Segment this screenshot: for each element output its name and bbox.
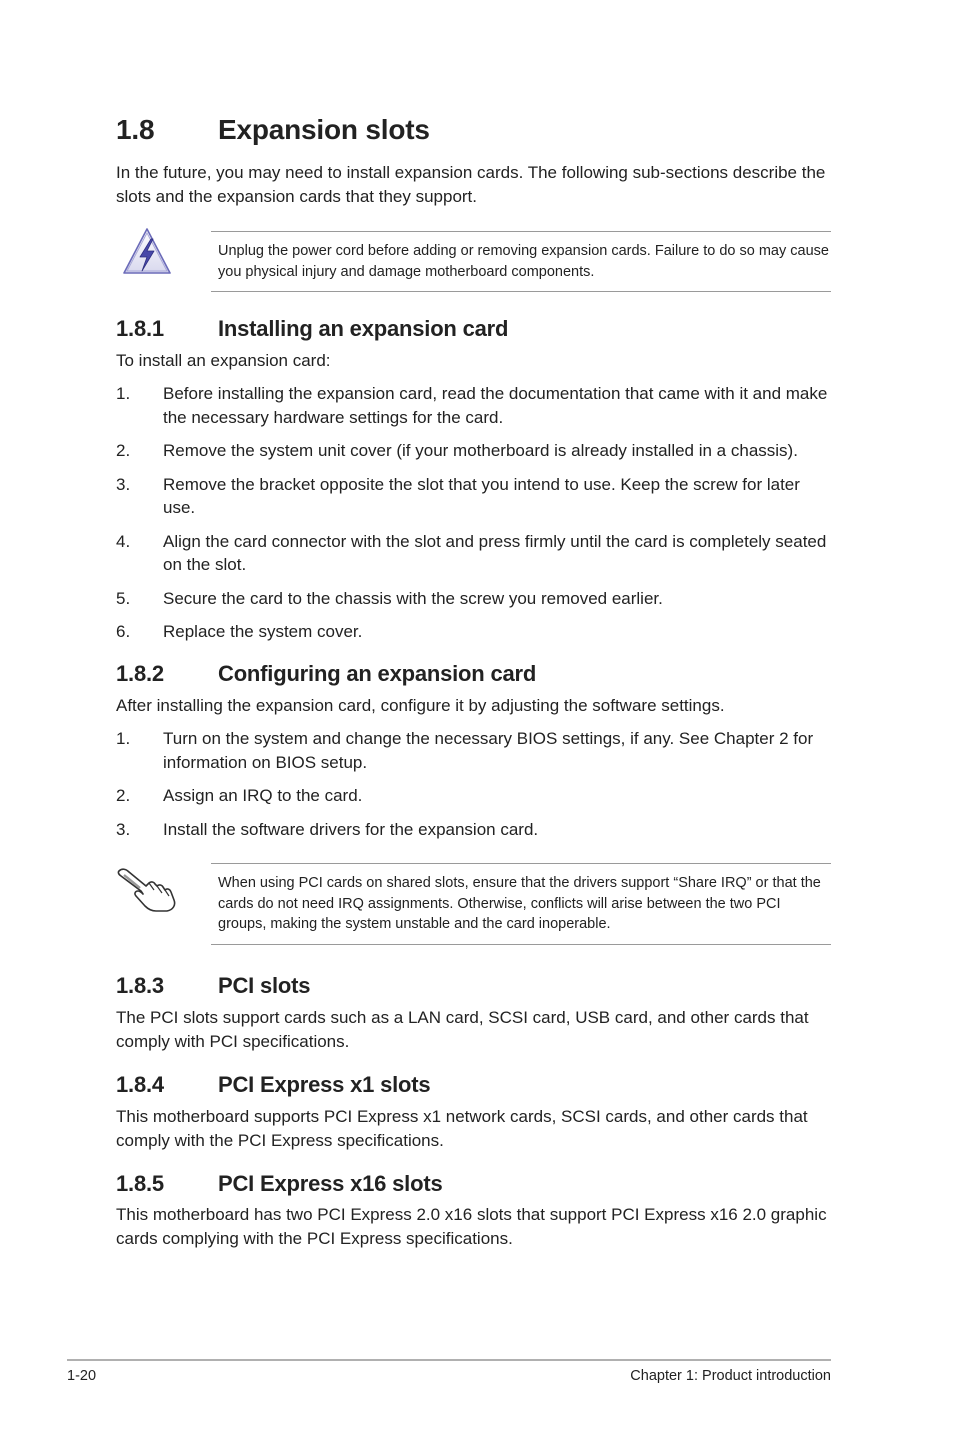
intro-paragraph: In the future, you may need to install expansion cards. The following sub-sections describe the slots and the expansion cards that they support. (116, 163, 826, 206)
section-title: Expansion slots (218, 114, 430, 145)
installing-steps (116, 382, 831, 654)
section-heading (116, 114, 430, 146)
irq-note: When using PCI cards on shared slots, ensure that the drivers support “Share IRQ” or that the cards do not need IRQ assignments. Otherwise, conflicts will arise between the two PCI groups, making the system unstable and the card inoperable. (211, 863, 831, 945)
list-item: 3. Install the software drivers for the expansion card. (116, 819, 539, 839)
subsection-heading-pci: 1.8.3 PCI slots (116, 973, 311, 998)
warning-note: Unplug the power cord before adding or removing expansion cards. Failure to do so may cause you physical injury and damage motherboard components. (211, 231, 831, 292)
subsection-heading-pcie-x1: 1.8.4 PCI Express x1 slots (116, 1072, 431, 1097)
list-item: 6. Replace the system cover. (116, 622, 363, 641)
footer-divider (67, 1359, 831, 1361)
subsection-heading-pcie-x16: 1.8.5 PCI Express x16 slots (116, 1171, 443, 1196)
pcie-x16-paragraph: This motherboard has two PCI Express 2.0 x16 slots that support PCI Express x16 2.0 graphic cards complying with the PCI Express specifications. (116, 1205, 827, 1248)
configuring-steps (116, 727, 831, 851)
section-number: 1.8 (116, 114, 155, 145)
list-item: 2. Remove the system unit cover (if your motherboard is already installed in a chassis). (116, 441, 798, 460)
list-item: 4. Align the card connector with the slot and press firmly until the card is completely seated on the slot. (116, 531, 827, 574)
warning-icon (121, 226, 173, 278)
pointing-hand-icon (116, 864, 178, 914)
configuring-lead: After installing the expansion card, configure it by adjusting the software settings. (116, 696, 725, 715)
page-number: 1-20 (67, 1368, 97, 1384)
chapter-label: Chapter 1: Product introduction (630, 1368, 831, 1384)
list-item: 1. Before installing the expansion card, read the documentation that came with it and make the necessary hardware settings for the card. (116, 384, 828, 427)
pci-paragraph: The PCI slots support cards such as a LAN card, SCSI card, USB card, and other cards that comply with PCI specifications. (116, 1008, 809, 1051)
subsection-heading-installing: 1.8.1 Installing an expansion card (116, 316, 509, 341)
list-item: 5. Secure the card to the chassis with the screw you removed earlier. (116, 588, 663, 608)
list-item: 2. Assign an IRQ to the card. (116, 786, 363, 805)
pcie-x1-paragraph: This motherboard supports PCI Express x1 network cards, SCSI cards, and other cards that comply with the PCI Express specifications. (116, 1107, 808, 1150)
installing-lead: To install an expansion card: (116, 351, 331, 370)
list-item: 3. Remove the bracket opposite the slot that you intend to use. Keep the screw for later use. (116, 474, 800, 517)
subsection-heading-configuring: 1.8.2 Configuring an expansion card (116, 661, 537, 686)
list-item: 1. Turn on the system and change the necessary BIOS settings, if any. See Chapter 2 for information on BIOS setup. (116, 729, 814, 772)
